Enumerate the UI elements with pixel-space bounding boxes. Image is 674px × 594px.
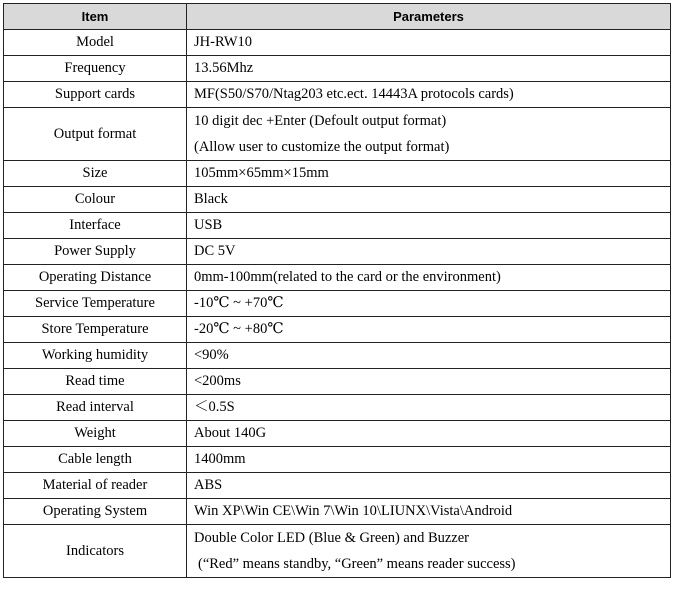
row-value-line-1: 10 digit dec +Enter (Defoult output format) — [194, 113, 447, 129]
row-value: -20℃ ~ +80℃ — [187, 317, 671, 343]
row-value-line-2: (Allow user to customize the output format) — [194, 139, 450, 155]
row-label: Indicators — [4, 525, 187, 578]
table-row — [4, 213, 671, 239]
table-row — [4, 108, 671, 161]
row-label: Read interval — [4, 395, 187, 421]
table-row — [4, 369, 671, 395]
row-label: Read time — [4, 369, 187, 395]
row-value: About 140G — [187, 421, 671, 447]
row-value: ABS — [187, 473, 671, 499]
table-row — [4, 317, 671, 343]
table-row — [4, 343, 671, 369]
row-value: 105mm×65mm×15mm — [187, 161, 671, 187]
row-value: DC 5V — [187, 239, 671, 265]
table-row — [4, 291, 671, 317]
table-row — [4, 265, 671, 291]
row-label: Working humidity — [4, 343, 187, 369]
table-row — [4, 56, 671, 82]
row-label: Operating System — [4, 499, 187, 525]
header-row — [4, 4, 671, 30]
row-value — [187, 525, 671, 578]
table-row — [4, 473, 671, 499]
row-value-line-2: (“Red” means standby, “Green” means reader success) — [198, 556, 516, 572]
table-row — [4, 447, 671, 473]
header-item: Item — [4, 4, 187, 30]
row-value: -10℃ ~ +70℃ — [187, 291, 671, 317]
spec-table — [3, 3, 671, 578]
table-row — [4, 525, 671, 578]
row-label: Operating Distance — [4, 265, 187, 291]
row-value: 1400mm — [187, 447, 671, 473]
table-row — [4, 82, 671, 108]
row-label: Model — [4, 30, 187, 56]
row-value: 0mm-100mm(related to the card or the environment) — [187, 265, 671, 291]
row-label: Frequency — [4, 56, 187, 82]
row-value: ＜0.5S — [187, 395, 671, 421]
row-value — [187, 108, 671, 161]
header-parameters: Parameters — [187, 4, 671, 30]
row-value: Win XP\Win CE\Win 7\Win 10\LIUNX\Vista\Android — [187, 499, 671, 525]
row-label: Service Temperature — [4, 291, 187, 317]
table-row — [4, 161, 671, 187]
row-value: JH-RW10 — [187, 30, 671, 56]
row-label: Weight — [4, 421, 187, 447]
row-label: Support cards — [4, 82, 187, 108]
table-row — [4, 30, 671, 56]
row-label: Store Temperature — [4, 317, 187, 343]
row-label: Size — [4, 161, 187, 187]
table-row — [4, 395, 671, 421]
row-value-line-1: Double Color LED (Blue & Green) and Buzzer — [194, 530, 470, 546]
row-label: Cable length — [4, 447, 187, 473]
row-label: Power Supply — [4, 239, 187, 265]
row-value: USB — [187, 213, 671, 239]
row-value: MF(S50/S70/Ntag203 etc.ect. 14443A protocols cards) — [187, 82, 671, 108]
row-value: Black — [187, 187, 671, 213]
table-row — [4, 499, 671, 525]
row-label: Colour — [4, 187, 187, 213]
row-value: <90% — [187, 343, 671, 369]
row-value: 13.56Mhz — [187, 56, 671, 82]
table-row — [4, 187, 671, 213]
table-row — [4, 421, 671, 447]
row-label: Material of reader — [4, 473, 187, 499]
row-label: Output format — [4, 108, 187, 161]
row-label: Interface — [4, 213, 187, 239]
table-row — [4, 239, 671, 265]
row-value: <200ms — [187, 369, 671, 395]
